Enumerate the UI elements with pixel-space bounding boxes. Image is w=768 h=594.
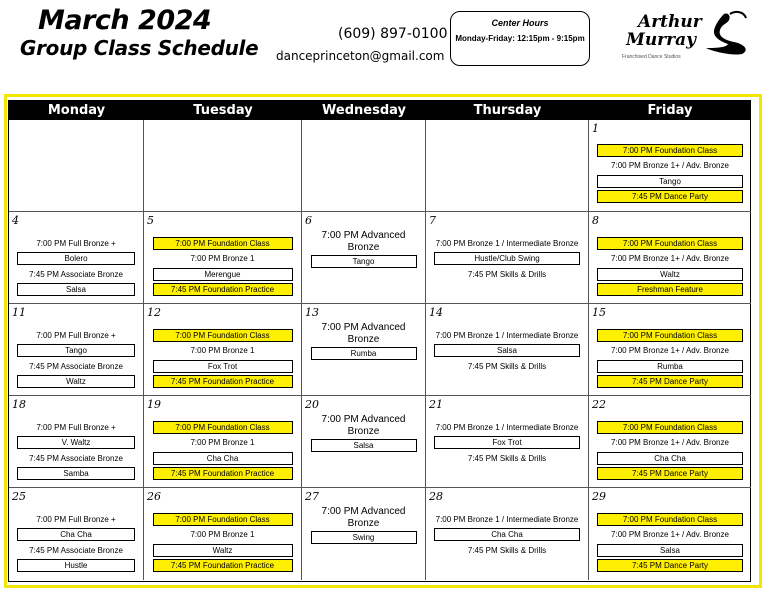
calendar-cell-thursday xyxy=(426,304,589,396)
class-list xyxy=(589,236,751,297)
class-list xyxy=(302,230,425,269)
calendar-cell-friday xyxy=(589,396,751,488)
class-list xyxy=(9,236,143,297)
calendar-cell-monday xyxy=(9,304,144,396)
dance-style-box: Salsa xyxy=(434,344,580,357)
calendar-cell-friday xyxy=(589,304,751,396)
calendar-cell-wednesday xyxy=(302,304,426,396)
calendar-cell-tuesday xyxy=(144,488,302,580)
dance-style-box: Merengue xyxy=(153,268,293,281)
logo-subtitle: Franchised Dance Studios xyxy=(622,54,681,60)
date-number: 1 xyxy=(592,122,599,135)
dance-style-box: Rumba xyxy=(597,360,743,373)
class-time-label: 7:00 PM Bronze 1+ / Adv. Bronze xyxy=(611,530,729,540)
highlight-event: 7:45 PM Foundation Practice xyxy=(153,283,293,296)
date-number: 22 xyxy=(592,398,606,411)
dance-style-box: Cha Cha xyxy=(597,452,743,465)
calendar-cell-wednesday xyxy=(302,212,426,304)
class-time-label: 7:00 PM Bronze 1 / Intermediate Bronze xyxy=(435,331,579,340)
date-number: 28 xyxy=(429,490,443,503)
class-time-label: 7:00 PM Full Bronze + xyxy=(36,515,116,524)
date-number: 19 xyxy=(147,398,161,411)
date-number: 7 xyxy=(429,214,436,227)
class-list xyxy=(144,420,301,481)
class-time-label: 7:00 PM Bronze 1 / Intermediate Bronze xyxy=(435,423,579,432)
class-time-label: 7:00 PM Advanced xyxy=(321,322,406,333)
highlight-event: 7:45 PM Dance Party xyxy=(597,467,743,480)
calendar-cell-thursday xyxy=(426,488,589,580)
class-time-label: 7:00 PM Bronze 1 / Intermediate Bronze xyxy=(435,239,579,248)
highlight-event: 7:45 PM Foundation Practice xyxy=(153,559,293,572)
date-number: 11 xyxy=(12,306,26,319)
class-time-label: Bronze xyxy=(347,242,380,253)
class-list xyxy=(144,512,301,573)
logo-line2: Murray xyxy=(626,30,696,50)
calendar-cell-thursday xyxy=(426,396,589,488)
dance-style-box: Tango xyxy=(17,344,135,357)
class-list xyxy=(302,414,425,453)
class-time-label: 7:45 PM Skills & Drills xyxy=(467,361,547,371)
class-time-label: 7:00 PM Advanced xyxy=(321,414,406,425)
calendar-cell-friday xyxy=(589,488,751,580)
arthur-murray-logo xyxy=(614,10,754,70)
date-number: 14 xyxy=(429,306,443,319)
class-time-label: 7:45 PM Associate Bronze xyxy=(29,361,123,371)
class-list xyxy=(9,512,143,573)
class-time-label: 7:45 PM Skills & Drills xyxy=(467,453,547,463)
page-title: March 2024 xyxy=(38,5,212,36)
highlight-event: 7:00 PM Foundation Class xyxy=(153,421,293,434)
class-time-label: 7:45 PM Associate Bronze xyxy=(29,545,123,555)
dance-style-box: Tango xyxy=(597,175,743,188)
dance-style-box: Waltz xyxy=(597,268,743,281)
highlight-event: 7:00 PM Foundation Class xyxy=(153,513,293,526)
class-time-label: 7:45 PM Skills & Drills xyxy=(467,269,547,279)
calendar-cell-monday xyxy=(9,212,144,304)
date-number: 18 xyxy=(12,398,26,411)
class-list xyxy=(589,328,751,389)
class-time-label: Bronze xyxy=(347,334,380,345)
date-number: 27 xyxy=(305,490,319,503)
date-number: 25 xyxy=(12,490,26,503)
class-time-label: 7:45 PM Associate Bronze xyxy=(29,453,123,463)
calendar-cell-monday xyxy=(9,396,144,488)
dance-style-box: V. Waltz xyxy=(17,436,135,449)
class-time-label: 7:00 PM Bronze 1 xyxy=(190,438,255,448)
class-time-label: 7:00 PM Full Bronze + xyxy=(36,423,116,432)
class-time-label: 7:45 PM Skills & Drills xyxy=(467,545,547,555)
class-list xyxy=(9,420,143,481)
calendar-cell-wednesday xyxy=(302,120,426,212)
dance-style-box: Hustle xyxy=(17,559,135,572)
date-number: 5 xyxy=(147,214,154,227)
class-list xyxy=(144,236,301,297)
calendar-cell-thursday xyxy=(426,212,589,304)
class-list xyxy=(426,420,588,466)
class-time-label: 7:00 PM Bronze 1+ / Adv. Bronze xyxy=(611,346,729,356)
dance-style-box: Swing xyxy=(311,531,417,544)
highlight-event: 7:00 PM Foundation Class xyxy=(153,329,293,342)
day-header-friday: Friday xyxy=(589,101,751,120)
class-time-label: 7:45 PM Associate Bronze xyxy=(29,269,123,279)
dance-style-box: Waltz xyxy=(153,544,293,557)
class-list xyxy=(302,322,425,361)
class-time-label: 7:00 PM Bronze 1 xyxy=(190,254,255,264)
highlight-event: 7:45 PM Dance Party xyxy=(597,375,743,388)
class-time-label: 7:00 PM Bronze 1+ / Adv. Bronze xyxy=(611,254,729,264)
highlight-event: 7:45 PM Dance Party xyxy=(597,559,743,572)
dance-style-box: Bolero xyxy=(17,252,135,265)
calendar-grid xyxy=(8,100,751,582)
dance-style-box: Salsa xyxy=(17,283,135,296)
phone-number: (609) 897-0100 xyxy=(338,26,448,42)
class-time-label: 7:00 PM Bronze 1 / Intermediate Bronze xyxy=(435,515,579,524)
class-time-label: 7:00 PM Advanced xyxy=(321,230,406,241)
highlight-event: 7:45 PM Foundation Practice xyxy=(153,467,293,480)
highlight-event: 7:00 PM Foundation Class xyxy=(153,237,293,250)
class-time-label: 7:00 PM Bronze 1+ / Adv. Bronze xyxy=(611,161,729,171)
dance-style-box: Salsa xyxy=(597,544,743,557)
dance-style-box: Fox Trot xyxy=(153,360,293,373)
class-list xyxy=(589,420,751,481)
class-list xyxy=(144,328,301,389)
class-list xyxy=(9,328,143,389)
dance-style-box: Hustle/Club Swing xyxy=(434,252,580,265)
calendar-cell-monday xyxy=(9,120,144,212)
class-list xyxy=(426,512,588,558)
highlight-event: 7:00 PM Foundation Class xyxy=(597,421,743,434)
dance-style-box: Tango xyxy=(311,255,417,268)
highlight-event: 7:45 PM Dance Party xyxy=(597,190,743,203)
class-time-label: Bronze xyxy=(347,426,380,437)
calendar-cell-tuesday xyxy=(144,304,302,396)
date-number: 6 xyxy=(305,214,312,227)
date-number: 13 xyxy=(305,306,319,319)
date-number: 4 xyxy=(12,214,19,227)
highlight-event: 7:45 PM Foundation Practice xyxy=(153,375,293,388)
center-hours-box xyxy=(450,11,590,66)
day-header-wednesday: Wednesday xyxy=(302,101,426,120)
class-time-label: 7:00 PM Bronze 1 xyxy=(190,346,255,356)
date-number: 29 xyxy=(592,490,606,503)
email-address: danceprinceton@gmail.com xyxy=(276,49,445,63)
class-time-label: Bronze xyxy=(347,518,380,529)
date-number: 8 xyxy=(592,214,599,227)
class-time-label: 7:00 PM Full Bronze + xyxy=(36,239,116,248)
dance-style-box: Cha Cha xyxy=(153,452,293,465)
class-list xyxy=(302,506,425,545)
dance-style-box: Fox Trot xyxy=(434,436,580,449)
date-number: 12 xyxy=(147,306,161,319)
calendar-cell-tuesday xyxy=(144,120,302,212)
calendar-cell-tuesday xyxy=(144,396,302,488)
date-number: 20 xyxy=(305,398,319,411)
calendar-cell-monday xyxy=(9,488,144,580)
dance-style-box: Waltz xyxy=(17,375,135,388)
page-subtitle: Group Class Schedule xyxy=(20,36,259,60)
center-hours-title: Center Hours xyxy=(491,18,549,28)
highlight-event: 7:00 PM Foundation Class xyxy=(597,513,743,526)
calendar-cell-thursday xyxy=(426,120,589,212)
class-time-label: 7:00 PM Bronze 1 xyxy=(190,530,255,540)
class-list xyxy=(589,512,751,573)
calendar-cell-friday xyxy=(589,212,751,304)
day-header-tuesday: Tuesday xyxy=(144,101,302,120)
dance-style-box: Cha Cha xyxy=(434,528,580,541)
class-list xyxy=(426,236,588,282)
calendar-cell-friday xyxy=(589,120,751,212)
calendar-cell-wednesday xyxy=(302,396,426,488)
day-header-monday: Monday xyxy=(9,101,144,120)
dance-style-box: Cha Cha xyxy=(17,528,135,541)
logo-line1: Arthur xyxy=(638,12,702,32)
date-number: 15 xyxy=(592,306,606,319)
highlight-event: 7:00 PM Foundation Class xyxy=(597,329,743,342)
calendar-cell-tuesday xyxy=(144,212,302,304)
dance-style-box: Samba xyxy=(17,467,135,480)
class-list xyxy=(589,143,751,204)
calendar-cell-wednesday xyxy=(302,488,426,580)
center-hours-text: Monday-Friday: 12:15pm - 9:15pm xyxy=(455,34,585,43)
highlight-event: 7:00 PM Foundation Class xyxy=(597,144,743,157)
date-number: 26 xyxy=(147,490,161,503)
date-number: 21 xyxy=(429,398,443,411)
class-list xyxy=(426,328,588,374)
highlight-event: 7:00 PM Foundation Class xyxy=(597,237,743,250)
highlight-event: Freshman Feature xyxy=(597,283,743,296)
class-time-label: 7:00 PM Advanced xyxy=(321,506,406,517)
class-time-label: 7:00 PM Bronze 1+ / Adv. Bronze xyxy=(611,438,729,448)
day-header-thursday: Thursday xyxy=(426,101,589,120)
dance-style-box: Salsa xyxy=(311,439,417,452)
dance-style-box: Rumba xyxy=(311,347,417,360)
class-time-label: 7:00 PM Full Bronze + xyxy=(36,331,116,340)
page-header xyxy=(0,0,768,92)
